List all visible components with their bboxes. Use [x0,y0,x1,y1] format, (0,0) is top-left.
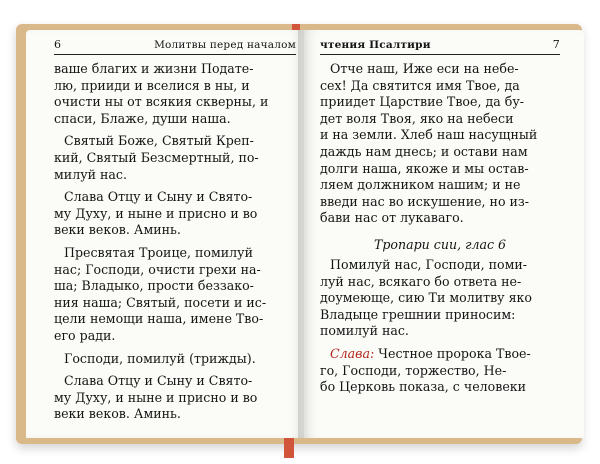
text-line: ваше благих и жизни Подате- [54,61,254,76]
text-line: сех! Да святится имя Твое, да [320,77,520,93]
text-line: очисти ны от всякия скверны, и [54,94,269,110]
text-line: ша; Владыко, прости беззако- [54,278,254,294]
paragraph [54,373,296,423]
text-line: луй нас, всякаго бо ответа не- [320,273,522,289]
text-line: даждь нам днесь; и остави нам [320,143,528,159]
text-line: цели немощи наша, имене Тво- [54,311,264,327]
text-line: Владыце грешнии приносим: [320,306,516,322]
rubric-label: Слава: [330,345,375,361]
text-line: введи нас во искушение, но из- [320,193,530,209]
right-page-number: 7 [552,38,560,51]
text-line: бо Церковь показа, с человеки [320,379,527,395]
text-line: ния наша; Святый, посети и ис- [54,294,267,310]
text-line [320,346,560,363]
text-line: дет воля Твоя, яко на небеси [320,110,514,126]
paragraph [54,133,296,183]
text-line: Слава Отцу и Сыну и Свято- [64,189,253,205]
right-running-header [320,38,560,55]
text-line: Святый Боже, Святый Креп- [64,133,254,149]
text-line: доумеюще, сию Ти молитву яко [320,290,532,306]
text-line: бави нас от лукаваго. [320,210,464,226]
right-running-title: чтения Псалтири [320,39,431,51]
text-line: лю, прииди и вселися в ны, и [54,77,250,93]
text-line: его ради. [54,327,116,343]
left-page-body [54,61,296,423]
right-page-body-bottom [320,257,560,396]
text-line: милуй нас. [54,166,127,182]
text-line: приидет Царствие Твое, да бу- [320,94,524,110]
text-line: Слава Отцу и Сыну и Свято- [64,373,253,389]
paragraph [54,189,296,239]
text-line: веки веков. Аминь. [54,222,181,238]
paragraph [320,346,560,396]
text-line: и на земли. Хлеб наш насущный [320,127,538,143]
paragraph [54,351,296,368]
paragraph [320,257,560,340]
text-line: го, Господи, торжество, Не- [320,362,507,378]
left-running-title: Молитвы перед началом [154,39,296,51]
left-page [26,30,304,438]
text-line: Помилуй нас, Господи, поми- [330,256,528,272]
text-line: нас; Господи, очисти грехи на- [54,261,261,277]
text-line: му Духу, и ныне и присно и во [54,205,258,221]
bookmark-ribbon [284,438,294,458]
left-running-header [54,38,296,55]
paragraph [54,245,296,345]
text-line: Пресвятая Троице, помилуй [64,244,253,260]
paragraph [54,61,296,127]
text-line: веки веков. Аминь. [54,406,181,422]
left-page-number: 6 [54,38,62,51]
text-line: Отче наш, Иже еси на небе- [330,61,519,76]
text-line: долги наша, якоже и мы остав- [320,160,529,176]
text-line-rest: Честное пророка Твое- [374,345,531,361]
right-page-body-top [320,61,560,227]
text-line: помилуй нас. [320,323,409,339]
text-line: ляем должником нашим; и не [320,177,521,193]
right-page [304,30,584,438]
text-line: кий, Святый Безсмертный, по- [54,149,259,165]
text-line: му Духу, и ныне и присно и во [54,389,258,405]
paragraph [320,61,560,227]
troparion-heading: Тропари сии, глас 6 [373,236,507,252]
text-line: спаси, Блаже, души наша. [54,110,231,126]
text-line: Господи, помилуй (трижды). [64,350,256,366]
